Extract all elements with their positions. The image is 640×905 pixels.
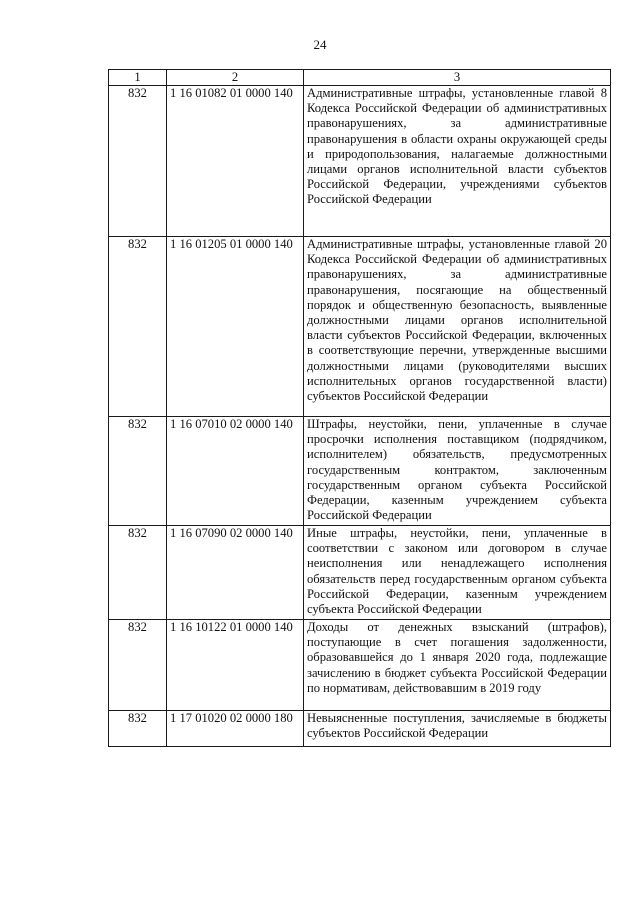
table-row xyxy=(109,86,611,237)
table-header-row xyxy=(109,70,611,86)
table-row xyxy=(109,526,611,620)
kbk-code-cell: 1 17 01020 02 0000 180 xyxy=(167,711,304,747)
admin-code-cell: 832 xyxy=(109,237,167,417)
description-cell: Административные штрафы, установленные главой 20 Кодекса Российской Федерации об административных правонарушениях, за административные правонарушения, посягающие на общественный порядок и общественную безопасность, выявленные должностными лицами органов исполнительной власти субъектов Российской Федерации, включенных в соответствующие перечни, утвержденные высшими должностными лицами (руководителями высших исполнительных органов государственной власти) субъектов Российской Федерации xyxy=(304,237,611,417)
description-cell: Административные штрафы, установленные главой 8 Кодекса Российской Федерации об административных правонарушениях, за административные правонарушения в области охраны окружающей среды и природопользования, налагаемые должностными лицами органов исполнительной власти субъектов Российской Федерации, учреждениями субъектов Российской Федерации xyxy=(304,86,611,237)
admin-code-cell: 832 xyxy=(109,526,167,620)
description-cell: Доходы от денежных взысканий (штрафов), поступающие в счет погашения задолженности, образовавшейся до 1 января 2020 года, подлежащие зачислению в бюджет субъекта Российской Федерации по нормативам, действовавшим в 2019 году xyxy=(304,620,611,711)
budget-classification-table xyxy=(108,69,611,747)
kbk-code-cell: 1 16 07090 02 0000 140 xyxy=(167,526,304,620)
table-row xyxy=(109,417,611,526)
kbk-code-cell: 1 16 01082 01 0000 140 xyxy=(167,86,304,237)
kbk-code-cell: 1 16 10122 01 0000 140 xyxy=(167,620,304,711)
kbk-code-cell: 1 16 07010 02 0000 140 xyxy=(167,417,304,526)
column-header-2: 2 xyxy=(167,70,304,86)
column-header-3: 3 xyxy=(304,70,611,86)
table-row xyxy=(109,711,611,747)
table-row xyxy=(109,620,611,711)
table-row xyxy=(109,237,611,417)
description-cell: Штрафы, неустойки, пени, уплаченные в случае просрочки исполнения поставщиком (подрядчиком, исполнителем) обязательств, предусмотренных государственным контрактом, заключенным государственным органом субъекта Российской Федерации, казенным учреждением субъекта Российской Федерации xyxy=(304,417,611,526)
page-number: 24 xyxy=(313,37,327,52)
description-cell: Невыясненные поступления, зачисляемые в бюджеты субъектов Российской Федерации xyxy=(304,711,611,747)
column-header-1: 1 xyxy=(109,70,167,86)
admin-code-cell: 832 xyxy=(109,620,167,711)
admin-code-cell: 832 xyxy=(109,86,167,237)
description-cell: Иные штрафы, неустойки, пени, уплаченные в соответствии с законом или договором в случае неисполнения или ненадлежащего исполнения обязательств перед государственным органом субъекта Российской Федерации, казенным учреждением субъекта Российской Федерации xyxy=(304,526,611,620)
admin-code-cell: 832 xyxy=(109,711,167,747)
kbk-code-cell: 1 16 01205 01 0000 140 xyxy=(167,237,304,417)
admin-code-cell: 832 xyxy=(109,417,167,526)
